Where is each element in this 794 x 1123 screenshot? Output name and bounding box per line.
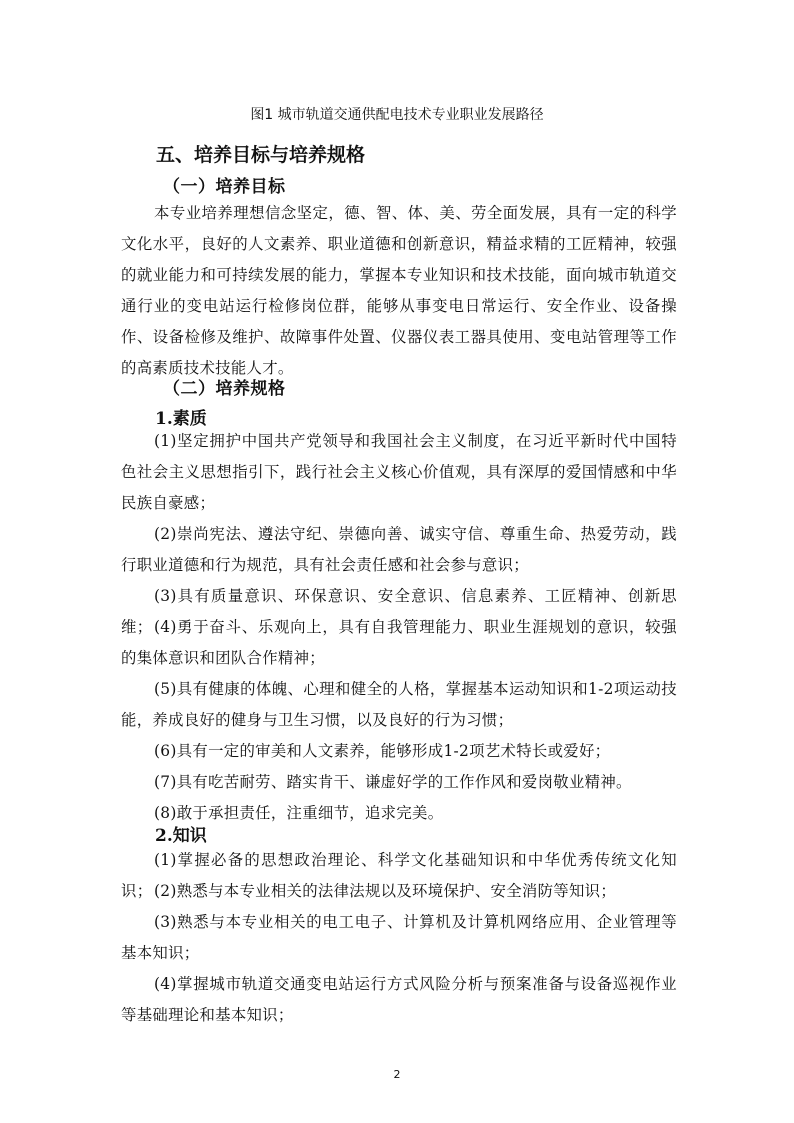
goal-paragraph: 本专业培养理想信念坚定，德、智、体、美、劳全面发展，具有一定的科学文化水平，良好的人文素养、职业道德和创新意识，精益求精的工匠精神，较强的就业能力和可持续发展的能力，掌握本专业知识和技术技能，面向城市轨道交通行业的变电站运行检修岗位群，能够从事变电日常运行、安全作业、设备操作、设备检修及维护、故障事件处置、仪器仪表工器具使用、变电站管理等工作的高素质技术技能人才。 xyxy=(121,204,677,377)
section-title: 五、培养目标与培养规格 xyxy=(156,144,366,166)
knowledge-item-3: (3)熟悉与本专业相关的电工电子、计算机及计算机网络应用、企业管理等基本知识； xyxy=(121,913,677,962)
subsection-title-goal: （一）培养目标 xyxy=(163,177,286,197)
quality-item-6: (6)具有一定的审美和人文素养，能够形成1-2项艺术特长或爱好； xyxy=(154,742,611,760)
page-number: 2 xyxy=(393,1068,401,1081)
quality-title: 1.素质 xyxy=(155,409,207,429)
quality-item-3: (3)具有质量意识、环保意识、安全意识、信息素养、工匠精神、创新思维； xyxy=(121,587,677,636)
knowledge-item-1: (1)掌握必备的思想政治理论、科学文化基础知识和中华优秀传统文化知识； xyxy=(121,851,677,900)
knowledge-item-2: (2)熟悉与本专业相关的法律法规以及环境保护、安全消防等知识； xyxy=(154,882,617,900)
quality-item-5: (5)具有健康的体魄、心理和健全的人格，掌握基本运动知识和1-2项运动技能，养成良好的健身与卫生习惯，以及良好的行为习惯； xyxy=(121,680,677,729)
quality-item-4: (4)勇于奋斗、乐观向上，具有自我管理能力、职业生涯规划的意识，较强的集体意识和团队合作精神； xyxy=(121,618,677,667)
subsection-title-spec: （二）培养规格 xyxy=(163,379,286,399)
knowledge-item-4: (4)掌握城市轨道交通变电站运行方式风险分析与预案准备与设备巡视作业等基础理论和基本知识； xyxy=(121,975,677,1024)
quality-item-8: (8)敢于承担责任，注重细节，追求完美。 xyxy=(154,804,444,822)
quality-item-2: (2)崇尚宪法、遵法守纪、崇德向善、诚实守信、尊重生命、热爱劳动，践行职业道德和行为规范，具有社会责任感和社会参与意识； xyxy=(121,525,677,574)
knowledge-title: 2.知识 xyxy=(155,826,207,846)
quality-item-7: (7)具有吃苦耐劳、踏实肯干、谦虚好学的工作作风和爱岗敬业精神。 xyxy=(154,773,632,791)
quality-item-1: (1)坚定拥护中国共产党领导和我国社会主义制度，在习近平新时代中国特色社会主义思想指引下，践行社会主义核心价值观，具有深厚的爱国情感和中华民族自豪感； xyxy=(121,432,677,512)
figure-caption: 图1 城市轨道交通供配电技术专业职业发展路径 xyxy=(250,107,544,123)
